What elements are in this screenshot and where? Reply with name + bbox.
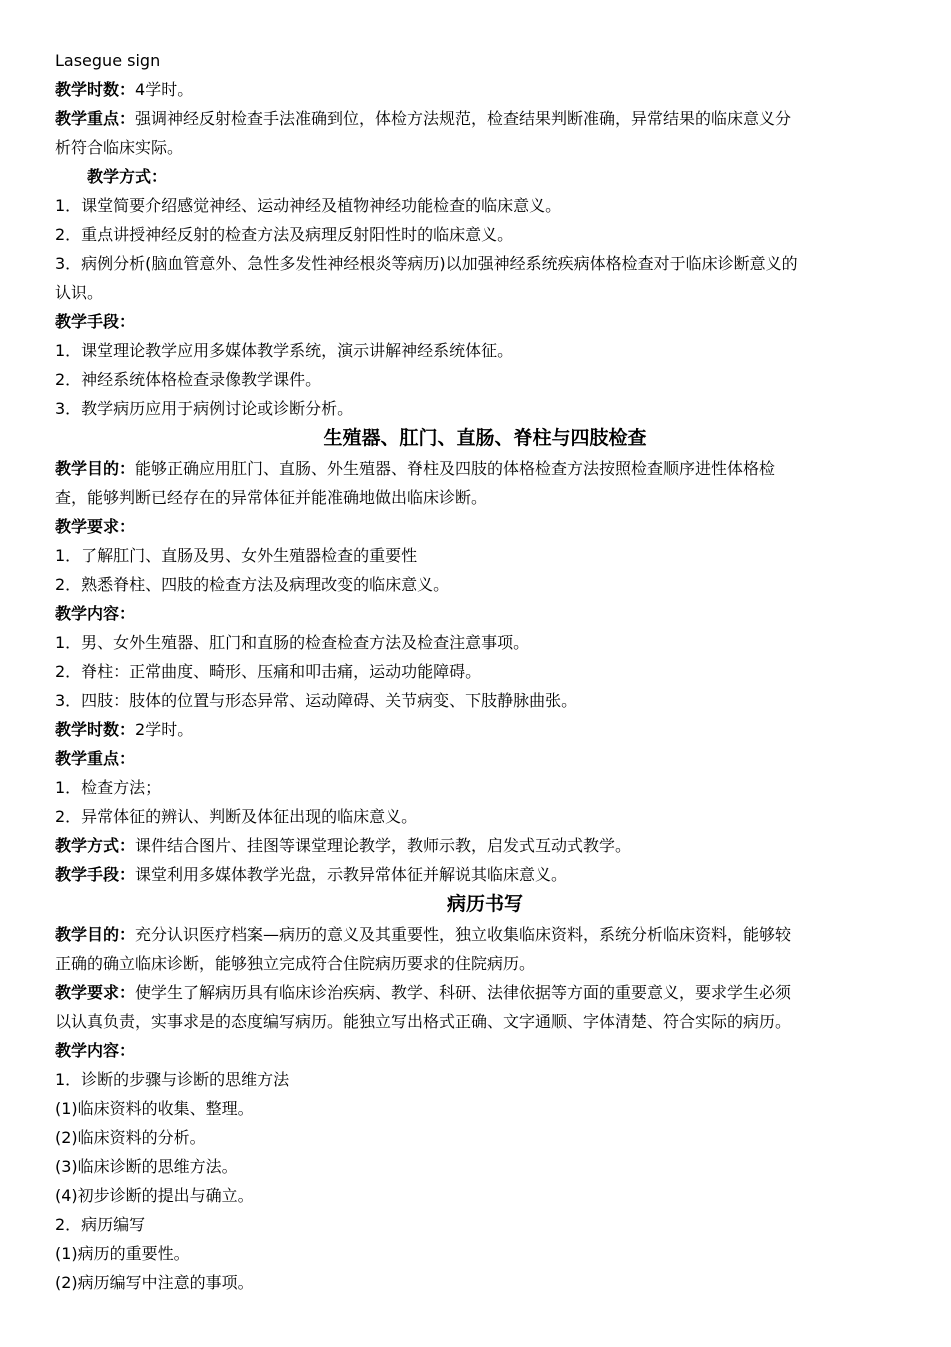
method-label: 教学方式： <box>87 167 168 186</box>
focus-label: 教学重点： <box>55 109 136 128</box>
content-label: 教学内容： <box>55 1041 136 1060</box>
means-item: 2．神经系统体格检查录像教学课件。 <box>55 370 322 389</box>
focus-text: 强调神经反射检查手法准确到位，体检方法规范，检查结果判断准确，异常结果的临床意义分 <box>135 109 792 128</box>
req-line-1 <box>55 978 915 1007</box>
goal-line-1 <box>55 920 915 949</box>
goal-label: 教学目的： <box>55 925 136 944</box>
method-heading <box>55 162 915 191</box>
req-item: 2．熟悉脊柱、四肢的检查方法及病理改变的临床意义。 <box>55 575 450 594</box>
goal-line-1 <box>55 454 915 483</box>
means-item: 1．课堂理论教学应用多媒体教学系统，演示讲解神经系统体征。 <box>55 341 514 360</box>
focus-line-1 <box>55 104 915 133</box>
content-item: (4)初步诊断的提出与确立。 <box>55 1186 254 1205</box>
req-label: 教学要求： <box>55 983 136 1002</box>
focus-item: 1．检查方法； <box>55 778 162 797</box>
method-item: 1．课堂简要介绍感觉神经、运动神经及植物神经功能检查的临床意义。 <box>55 196 562 215</box>
goal-line-2: 正确的确立临床诊断，能够独立完成符合住院病历要求的住院病历。 <box>55 954 536 973</box>
content-label: 教学内容： <box>55 604 136 623</box>
goal-label: 教学目的： <box>55 459 136 478</box>
req-text: 使学生了解病历具有临床诊治疾病、教学、科研、法律依据等方面的重要意义，要求学生必须 <box>135 983 792 1002</box>
method-line <box>55 831 915 860</box>
means-label: 教学手段： <box>55 865 136 884</box>
content-heading <box>55 1036 915 1065</box>
content-item: 3．四肢：肢体的位置与形态异常、运动障碍、关节病变、下肢静脉曲张。 <box>55 691 578 710</box>
means-item: 3．教学病历应用于病例讨论或诊断分析。 <box>55 399 354 418</box>
focus-line-2: 析符合临床实际。 <box>55 138 184 157</box>
goal-text: 充分认识医疗档案—病历的意义及其重要性，独立收集临床资料，系统分析临床资料，能够较 <box>135 925 792 944</box>
sign-line: Lasegue sign <box>55 51 161 70</box>
focus-label: 教学重点： <box>55 749 136 768</box>
hours-line <box>55 715 915 744</box>
req-line-2: 以认真负责，实事求是的态度编写病历。能独立写出格式正确、文字通顺、字体清楚、符合实际的病历。 <box>55 1012 792 1031</box>
req-label: 教学要求： <box>55 517 136 536</box>
method-label: 教学方式： <box>55 836 136 855</box>
focus-item: 2．异常体征的辨认、判断及体征出现的临床意义。 <box>55 807 418 826</box>
method-item: 2．重点讲授神经反射的检查方法及病理反射阳性时的临床意义。 <box>55 225 514 244</box>
content-item: (2)病历编写中注意的事项。 <box>55 1273 254 1292</box>
means-line <box>55 860 915 889</box>
hours-label: 教学时数： <box>55 720 136 739</box>
method-text: 课件结合图片、挂图等课堂理论教学，教师示教，启发式互动式教学。 <box>135 836 632 855</box>
hours-line <box>55 75 915 104</box>
req-heading <box>55 512 915 541</box>
means-heading <box>55 307 915 336</box>
hours-label: 教学时数： <box>55 80 136 99</box>
req-item: 1．了解肛门、直肠及男、女外生殖器检查的重要性 <box>55 546 418 565</box>
content-item: (2)临床资料的分析。 <box>55 1128 206 1147</box>
section-title-exam: 生殖器、肛门、直肠、脊柱与四肢检查 <box>323 427 647 449</box>
goal-text: 能够正确应用肛门、直肠、外生殖器、脊柱及四肢的体格检查方法按照检查顺序进性体格检 <box>135 459 776 478</box>
hours-value: 2学时。 <box>135 720 194 739</box>
section-title-records: 病历书写 <box>446 893 523 915</box>
method-item: 认识。 <box>55 283 104 302</box>
focus-heading <box>55 744 915 773</box>
content-item: (1)病历的重要性。 <box>55 1244 190 1263</box>
document-body <box>55 46 915 1297</box>
goal-line-2: 查，能够判断已经存在的异常体征并能准确地做出临床诊断。 <box>55 488 488 507</box>
content-item: 1．诊断的步骤与诊断的思维方法 <box>55 1070 290 1089</box>
content-heading <box>55 599 915 628</box>
content-item: 1．男、女外生殖器、肛门和直肠的检查检查方法及检查注意事项。 <box>55 633 530 652</box>
means-text: 课堂利用多媒体教学光盘，示教异常体征并解说其临床意义。 <box>135 865 568 884</box>
hours-value: 4学时。 <box>135 80 194 99</box>
method-item: 3．病例分析(脑血管意外、急性多发性神经根炎等病历)以加强神经系统疾病体格检查对于临床诊断意义的 <box>55 254 798 273</box>
content-item: (1)临床资料的收集、整理。 <box>55 1099 254 1118</box>
content-item: 2．病历编写 <box>55 1215 146 1234</box>
content-item: 2．脊柱：正常曲度、畸形、压痛和叩击痛，运动功能障碍。 <box>55 662 482 681</box>
content-item: (3)临床诊断的思维方法。 <box>55 1157 238 1176</box>
means-label: 教学手段： <box>55 312 136 331</box>
